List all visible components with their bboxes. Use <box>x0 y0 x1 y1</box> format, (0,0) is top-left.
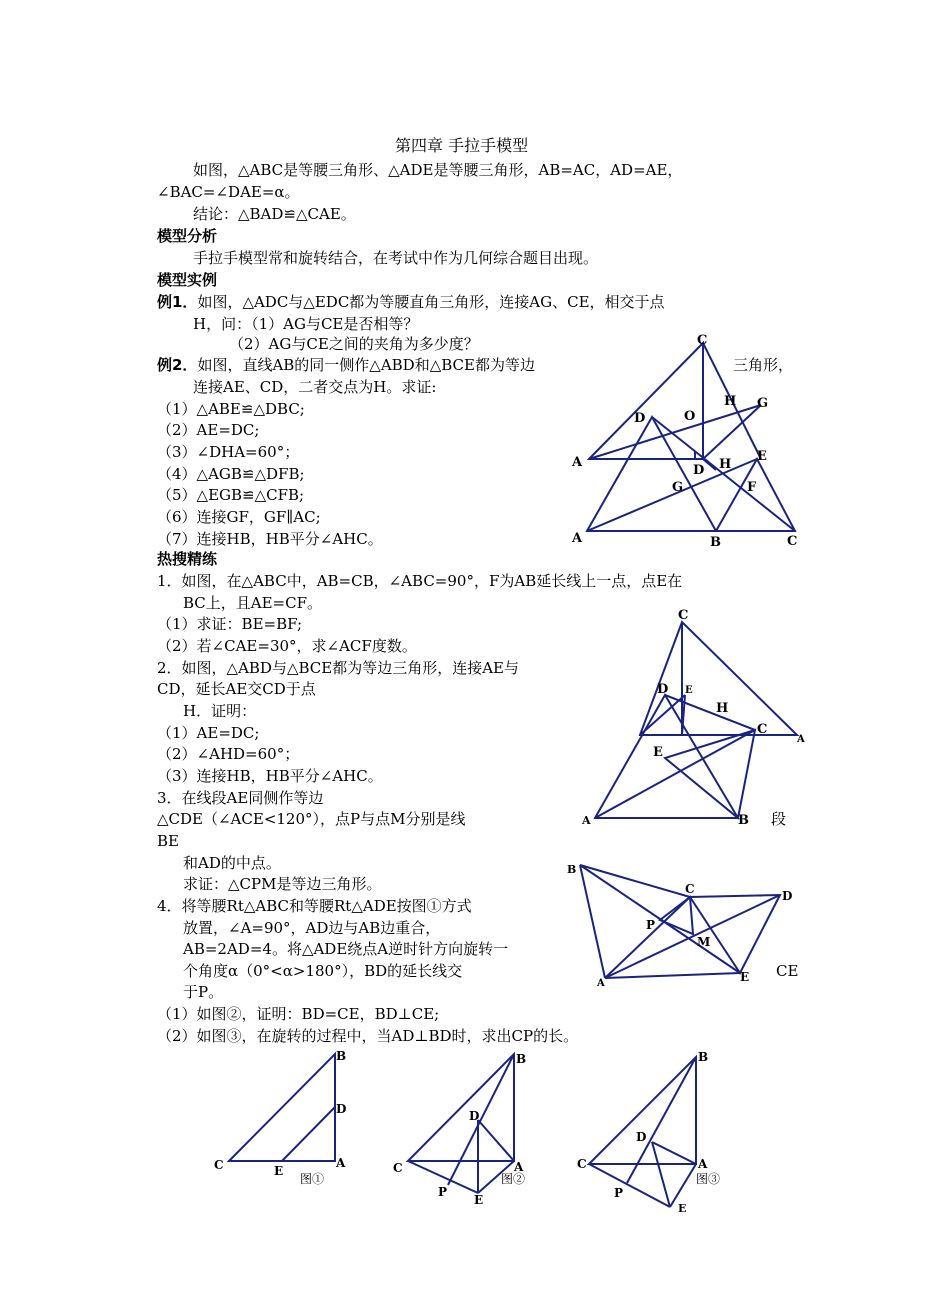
problem3-line: 和AD的中点。 <box>183 854 281 872</box>
f2-caption: 图② <box>501 1172 526 1186</box>
problem4-line: 个角度α（0°<α>180°），BD的延长线交 <box>183 962 463 980</box>
f3-segment-ae <box>670 1164 696 1207</box>
p1-label: H <box>716 701 729 716</box>
ex1-label: A <box>572 455 583 470</box>
analysis-text: 手拉手模型常和旋转结合，在考试中作为几何综合题目出现。 <box>193 249 599 267</box>
f3-label: A <box>698 1157 708 1171</box>
p3-label: B <box>567 863 577 876</box>
f2-label: B <box>516 1052 527 1066</box>
section-heading-analysis: 模型分析 <box>157 227 218 245</box>
intro-conclusion: 结论：△BAD≌△CAE。 <box>193 205 356 223</box>
f3-segment-ce <box>589 1164 670 1207</box>
problem3-line: BE <box>157 832 179 850</box>
ex2-label: F <box>747 480 757 495</box>
ex1-label: O <box>684 409 696 424</box>
problem1-line: 1．如图，在△ABC中，AB=CB，∠ABC=90°，F为AB延长线上一点，点E在 <box>157 572 683 590</box>
f1-caption: 图① <box>300 1172 325 1186</box>
f1-label: A <box>336 1156 346 1170</box>
ex2-label: G <box>672 480 684 495</box>
example2-label: 例2． <box>157 356 198 374</box>
example1-label: 例1． <box>157 293 198 311</box>
f3-label: B <box>698 1050 709 1064</box>
ex1-label: D <box>693 463 705 478</box>
p1-label: A <box>797 734 805 745</box>
problem2-question: （1）AE=DC; <box>157 724 260 742</box>
intro-line: 如图，△ABC是等腰三角形、△ADE是等腰三角形，AB=AC，AD=AE， <box>193 161 683 179</box>
example2-item: （4）△AGB≌△DFB; <box>157 465 305 483</box>
p3-label: P <box>646 918 656 932</box>
problem2-line: CD，延长AE交CD于点 <box>157 680 316 698</box>
section-heading-practice: 热搜精练 <box>157 550 218 568</box>
problem3-line-tail: 段 <box>771 810 787 828</box>
example1-line: H，问：（1）AG与CE是否相等？ <box>193 315 419 333</box>
p3-label: D <box>782 889 793 903</box>
f2-label: E <box>474 1193 484 1207</box>
p2-label: A <box>582 814 591 827</box>
ex2-label: H <box>719 457 732 472</box>
example2-item: （3）∠DHA=60°； <box>157 443 300 461</box>
f1-label: C <box>214 1158 224 1172</box>
ex1-label: C <box>697 333 708 348</box>
page-title: 第四章 手拉手模型 <box>395 136 529 155</box>
problem4-line: 于P。 <box>183 983 224 1001</box>
f1-label: E <box>274 1164 284 1178</box>
example1-line: （2）AG与CE之间的夹角为多少度？ <box>229 335 479 353</box>
problem3-line: △CDE（∠ACE<120°），点P与点M分别是线 <box>157 810 466 828</box>
problem1-line: BC上，且AE=CF。 <box>183 594 323 612</box>
ex2-label: C <box>787 534 798 549</box>
problem1-question: （2）若∠CAE=30°，求∠ACF度数。 <box>157 637 417 655</box>
p2-label: E <box>653 745 663 760</box>
ex1-label: H <box>724 394 737 409</box>
intro-line: ∠BAC=∠DAE=α。 <box>157 183 300 201</box>
problem4-line: AB=2AD=4。将△ADE绕点A逆时针方向旋转一 <box>183 940 509 958</box>
problem1-question: （1）求证：BE=BF; <box>157 615 303 633</box>
example2-line: 连接AE、CD，二者交点为H。求证: <box>193 378 437 396</box>
problem2-question: （2）∠AHD=60°； <box>157 745 300 763</box>
example2-item: （6）连接GF，GF∥AC; <box>157 508 321 526</box>
f2-label: C <box>393 1161 403 1175</box>
p2-label: B <box>738 813 749 828</box>
f3-segment-ad <box>652 1142 696 1164</box>
problem4-line-tail: CE <box>776 962 799 980</box>
p1-label: E <box>685 685 693 696</box>
example2-item: （2）AE=DC; <box>157 421 260 439</box>
f1-label: B <box>336 1049 347 1063</box>
p3-label: E <box>740 970 750 984</box>
p3-label: M <box>697 935 711 949</box>
problem2-question: （3）连接HB，HB平分∠AHC。 <box>157 767 383 785</box>
example2-item: （5）△EGB≌△CFB; <box>157 486 305 504</box>
ex1-label: E <box>757 449 767 464</box>
example2-line-tail: 三角形， <box>733 356 794 374</box>
f3-label: E <box>678 1202 687 1215</box>
problem4-question: （1）如图②，证明：BD=CE，BD⊥CE; <box>157 1005 440 1023</box>
f2-label: D <box>469 1109 480 1123</box>
ex1-label: D <box>634 411 646 426</box>
f3-segment-de <box>652 1142 670 1207</box>
p1-label: D <box>657 682 669 697</box>
ex1-label: G <box>757 396 769 411</box>
f3-label: P <box>614 1186 624 1200</box>
problem2-line: H．证明： <box>183 702 257 720</box>
ex2-label: A <box>572 531 583 546</box>
f3-label: C <box>577 1157 587 1171</box>
f3-caption: 图③ <box>696 1172 721 1186</box>
p3-label: C <box>685 882 695 896</box>
example2-item: （1）△ABE≌△DBC; <box>157 400 305 418</box>
problem4-line: 4．将等腰Rt△ABC和等腰Rt△ADE按图①方式 <box>157 897 472 915</box>
example1-text: 如图，△ADC与△EDC都为等腰直角三角形，连接AG、CE，相交于点 <box>197 293 665 311</box>
section-heading-examples: 模型实例 <box>157 271 218 289</box>
problem4-line: 放置，∠A=90°，AD边与AB边重合， <box>183 919 441 937</box>
f2-label: A <box>514 1160 524 1174</box>
example2-text: 如图，直线AB的同一侧作△ABD和△BCE都为等边 <box>197 356 535 374</box>
example2-item: （7）连接HB，HB平分∠AHC。 <box>157 530 383 548</box>
p3-label: A <box>597 978 605 989</box>
problem3-line: 求证：△CPM是等边三角形。 <box>183 875 382 893</box>
p1-label: C <box>678 608 689 623</box>
f3-label: D <box>636 1130 647 1144</box>
p1-label: C <box>757 722 768 737</box>
problem2-line: 2．如图，△ABD与△BCE都为等边三角形，连接AE与 <box>157 659 520 677</box>
ex2-label: B <box>710 535 721 550</box>
f1-label: D <box>336 1102 347 1116</box>
problem4-question: （2）如图③，在旋转的过程中，当AD⊥BD时，求出CP的长。 <box>157 1027 579 1045</box>
f2-label: P <box>438 1185 448 1199</box>
f3-triangle-abc <box>589 1057 696 1164</box>
problem3-line: 3．在线段AE同侧作等边 <box>157 789 324 807</box>
